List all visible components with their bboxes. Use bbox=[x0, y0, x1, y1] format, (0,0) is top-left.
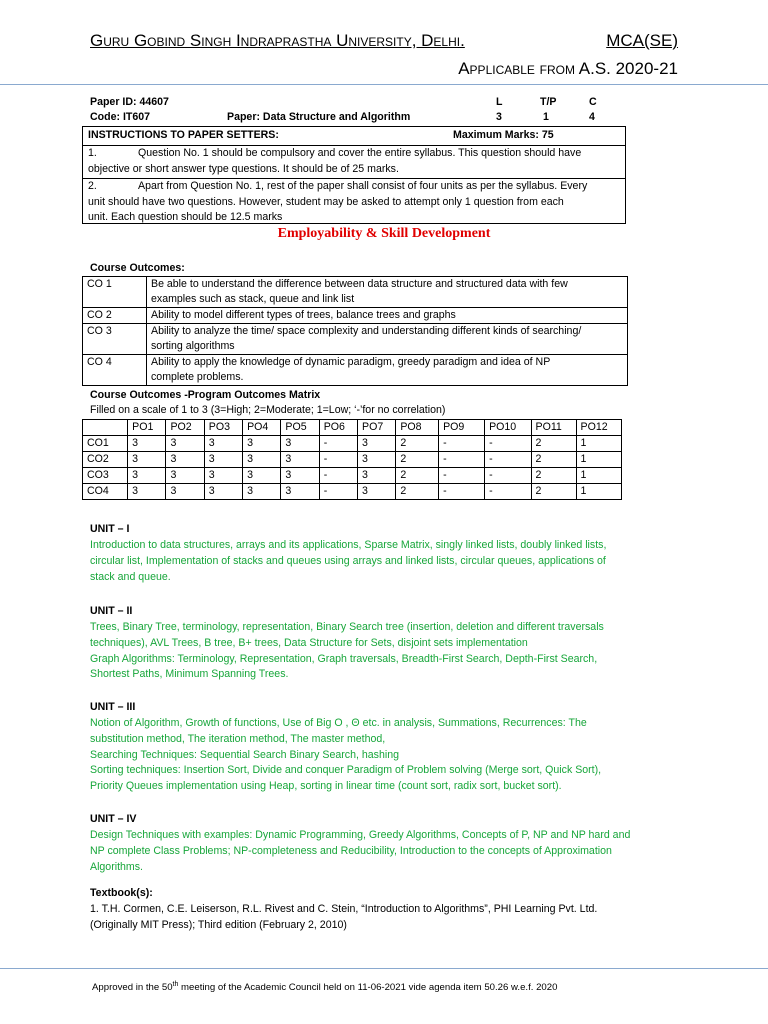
matrix-column-header: PO10 bbox=[485, 420, 531, 436]
matrix-column-header: PO5 bbox=[281, 420, 319, 436]
matrix-column-header: PO9 bbox=[439, 420, 485, 436]
matrix-cell: 2 bbox=[531, 484, 576, 500]
textbook-line-1: 1. T.H. Cormen, C.E. Leiserson, R.L. Rivest and C. Stein, “Introduction to Algorithms”, PHI Learning Pvt. Ltd. bbox=[90, 903, 598, 915]
matrix-scale-note: Filled on a scale of 1 to 3 (3=High; 2=Moderate; 1=Low; ‘-’for no correlation) bbox=[90, 404, 446, 416]
course-outcomes-table bbox=[82, 276, 628, 386]
co-line: Ability to apply the knowledge of dynamic paradigm, greedy paradigm and idea of NP bbox=[151, 356, 551, 368]
matrix-cell: - bbox=[485, 468, 531, 484]
matrix-cell: 3 bbox=[128, 484, 166, 500]
applicable-year: Applicable from A.S. 2020-21 bbox=[458, 59, 678, 78]
matrix-cell: 3 bbox=[243, 468, 281, 484]
po-matrix-table bbox=[82, 419, 622, 500]
co-description bbox=[147, 308, 628, 324]
textbooks-heading: Textbook(s): bbox=[90, 887, 153, 899]
matrix-cell: 3 bbox=[358, 452, 396, 468]
matrix-column-header bbox=[83, 420, 128, 436]
co-id: CO 2 bbox=[83, 308, 147, 324]
matrix-cell: 3 bbox=[128, 468, 166, 484]
co-id: CO 1 bbox=[83, 277, 147, 308]
instructions-header-row bbox=[83, 127, 625, 145]
unit-content-line: substitution method, The iteration method, The master method, bbox=[90, 732, 386, 745]
footer-sup: th bbox=[172, 981, 179, 988]
matrix-row-label: CO4 bbox=[83, 484, 128, 500]
paper-code: Code: IT607 bbox=[90, 111, 151, 123]
matrix-row-label: CO3 bbox=[83, 468, 128, 484]
unit-content-line: Sorting techniques: Insertion Sort, Divide and conquer Paradigm of Problem solving (Merge sort, Quick Sort), bbox=[90, 764, 602, 777]
matrix-cell: - bbox=[485, 452, 531, 468]
matrix-column-header: PO4 bbox=[243, 420, 281, 436]
program-title: MCA(SE) bbox=[606, 31, 678, 50]
matrix-row-label: CO2 bbox=[83, 452, 128, 468]
unit-title: UNIT – I bbox=[90, 523, 130, 535]
matrix-cell: - bbox=[439, 484, 485, 500]
matrix-cell: 3 bbox=[204, 468, 242, 484]
paper-id: Paper ID: 44607 bbox=[90, 96, 169, 108]
matrix-row bbox=[83, 436, 622, 452]
item2-line1: Apart from Question No. 1, rest of the paper shall consist of four units as per the syllabus. Every bbox=[138, 180, 588, 192]
co-description bbox=[147, 355, 628, 386]
matrix-column-header: PO2 bbox=[166, 420, 204, 436]
item2-number: 2. bbox=[88, 180, 97, 192]
matrix-column-header: PO7 bbox=[358, 420, 396, 436]
matrix-row bbox=[83, 452, 622, 468]
matrix-row bbox=[83, 484, 622, 500]
item2-line2: unit should have two questions. However, student may be asked to attempt only 1 question from each bbox=[88, 195, 564, 208]
matrix-cell: 3 bbox=[204, 452, 242, 468]
matrix-cell: 2 bbox=[531, 436, 576, 452]
footer-prefix: Approved in the 50 bbox=[92, 982, 173, 994]
unit-content-line: Graph Algorithms: Terminology, Representation, Graph traversals, Breadth-First Search, Depth-First Search, bbox=[90, 652, 598, 665]
matrix-cell: - bbox=[319, 436, 357, 452]
co-line: Ability to model different types of trees, balance trees and graphs bbox=[151, 309, 456, 321]
unit-content-line: Shortest Paths, Minimum Spanning Trees. bbox=[90, 668, 289, 681]
co-line: sorting algorithms bbox=[151, 339, 235, 352]
footer-rule bbox=[0, 968, 768, 969]
unit-content-line: Introduction to data structures, arrays and its applications, Sparse Matrix, singly linked lists, doubly linked lists, bbox=[90, 539, 607, 551]
matrix-cell: 3 bbox=[166, 468, 204, 484]
matrix-column-header: PO1 bbox=[128, 420, 166, 436]
matrix-cell: 3 bbox=[243, 436, 281, 452]
matrix-heading: Course Outcomes -Program Outcomes Matrix bbox=[90, 389, 321, 401]
unit-title: UNIT – II bbox=[90, 605, 133, 617]
co-description bbox=[147, 324, 628, 355]
unit-content-line: Algorithms. bbox=[90, 860, 143, 873]
matrix-cell: - bbox=[439, 436, 485, 452]
unit-title: UNIT – IV bbox=[90, 813, 137, 825]
co-id: CO 4 bbox=[83, 355, 147, 386]
matrix-cell: 2 bbox=[396, 452, 439, 468]
paper-title: Paper: Data Structure and Algorithm bbox=[227, 111, 411, 123]
item1-line2: objective or short answer type questions. It should be of 25 marks. bbox=[88, 162, 399, 175]
item1-number: 1. bbox=[88, 147, 97, 159]
matrix-cell: - bbox=[319, 452, 357, 468]
matrix-cell: 3 bbox=[281, 452, 319, 468]
matrix-cell: 2 bbox=[396, 484, 439, 500]
tp-value: 1 bbox=[543, 111, 549, 123]
co-id: CO 3 bbox=[83, 324, 147, 355]
matrix-row bbox=[83, 468, 622, 484]
matrix-cell: 3 bbox=[166, 484, 204, 500]
unit-content-line: techniques), AVL Trees, B tree, B+ trees, Data Structure for Sets, disjoint sets implementation bbox=[90, 636, 528, 649]
matrix-cell: 3 bbox=[358, 468, 396, 484]
course-outcomes-heading: Course Outcomes: bbox=[90, 262, 185, 274]
footer-suffix: meeting of the Academic Council held on 11-06-2021 vide agenda item 50.26 w.e.f. 2020 bbox=[178, 982, 558, 994]
matrix-cell: - bbox=[439, 452, 485, 468]
item1-line1: Question No. 1 should be compulsory and cover the entire syllabus. This question should have bbox=[138, 147, 582, 159]
l-label: L bbox=[496, 96, 503, 108]
university-title: Guru Gobind Singh Indraprastha University, Delhi. bbox=[90, 31, 465, 50]
matrix-cell: 1 bbox=[576, 484, 621, 500]
instructions-box bbox=[82, 126, 626, 224]
unit-content-line: Searching Techniques: Sequential Search Binary Search, hashing bbox=[90, 748, 399, 761]
unit-content-line: stack and queue. bbox=[90, 570, 171, 583]
unit-content-line: NP complete Class Problems; NP-completeness and Reducibility, Introduction to the concepts of Approximation bbox=[90, 844, 612, 857]
matrix-cell: 2 bbox=[531, 452, 576, 468]
matrix-cell: - bbox=[319, 484, 357, 500]
matrix-cell: 1 bbox=[576, 452, 621, 468]
co-row-1 bbox=[83, 277, 628, 308]
co-line: examples such as stack, queue and link list bbox=[151, 292, 355, 305]
item2-line3: unit. Each question should be 12.5 marks bbox=[88, 211, 283, 223]
matrix-cell: 1 bbox=[576, 436, 621, 452]
matrix-cell: 2 bbox=[531, 468, 576, 484]
matrix-column-header: PO3 bbox=[204, 420, 242, 436]
unit-content-line: circular list, Implementation of stacks and queues using arrays and linked lists, circular queues, applications of bbox=[90, 554, 606, 567]
instructions-heading: INSTRUCTIONS TO PAPER SETTERS: bbox=[88, 129, 279, 141]
co-description bbox=[147, 277, 628, 308]
matrix-cell: 3 bbox=[281, 468, 319, 484]
c-label: C bbox=[589, 96, 597, 108]
co-row-3 bbox=[83, 324, 628, 355]
co-row-4 bbox=[83, 355, 628, 386]
tp-label: T/P bbox=[540, 96, 557, 108]
matrix-row-label: CO1 bbox=[83, 436, 128, 452]
matrix-cell: 3 bbox=[358, 484, 396, 500]
matrix-cell: 3 bbox=[358, 436, 396, 452]
co-line: Be able to understand the difference between data structure and structured data with few bbox=[151, 278, 568, 290]
instruction-item-1 bbox=[83, 145, 625, 177]
matrix-column-header: PO8 bbox=[396, 420, 439, 436]
matrix-cell: 2 bbox=[396, 436, 439, 452]
co-line: complete problems. bbox=[151, 370, 244, 383]
matrix-cell: 3 bbox=[128, 436, 166, 452]
unit-content-line: Design Techniques with examples: Dynamic Programming, Greedy Algorithms, Concepts of P, NP and NP hard and bbox=[90, 829, 631, 841]
instruction-item-2 bbox=[83, 178, 625, 224]
matrix-cell: 3 bbox=[128, 452, 166, 468]
c-value: 4 bbox=[589, 111, 595, 123]
co-row-2 bbox=[83, 308, 628, 324]
matrix-cell: 3 bbox=[166, 436, 204, 452]
matrix-cell: 3 bbox=[204, 436, 242, 452]
matrix-cell: 1 bbox=[576, 468, 621, 484]
header-rule bbox=[0, 84, 768, 85]
matrix-cell: 2 bbox=[396, 468, 439, 484]
matrix-column-header: PO11 bbox=[531, 420, 576, 436]
employability-heading: Employability & Skill Development bbox=[277, 226, 491, 241]
co-line: Ability to analyze the time/ space complexity and understanding different kinds of searching/ bbox=[151, 325, 582, 337]
matrix-cell: 3 bbox=[281, 436, 319, 452]
matrix-cell: 3 bbox=[243, 484, 281, 500]
textbook-line-2: (Originally MIT Press); Third edition (February 2, 2010) bbox=[90, 919, 347, 931]
matrix-cell: - bbox=[485, 484, 531, 500]
matrix-cell: 3 bbox=[243, 452, 281, 468]
unit-content-line: Notion of Algorithm, Growth of functions, Use of Big O , Θ etc. in analysis, Summations, Recurrences: The bbox=[90, 717, 587, 729]
matrix-cell: 3 bbox=[204, 484, 242, 500]
matrix-header-row bbox=[83, 420, 622, 436]
matrix-cell: 3 bbox=[281, 484, 319, 500]
unit-content-line: Trees, Binary Tree, terminology, representation, Binary Search tree (insertion, deletion and different traversals bbox=[90, 621, 604, 633]
matrix-column-header: PO6 bbox=[319, 420, 357, 436]
l-value: 3 bbox=[496, 111, 502, 123]
footer-note bbox=[92, 978, 557, 995]
matrix-cell: - bbox=[485, 436, 531, 452]
matrix-cell: - bbox=[439, 468, 485, 484]
matrix-column-header: PO12 bbox=[576, 420, 621, 436]
unit-title: UNIT – III bbox=[90, 701, 136, 713]
matrix-cell: 3 bbox=[166, 452, 204, 468]
matrix-cell: - bbox=[319, 468, 357, 484]
max-marks: Maximum Marks: 75 bbox=[453, 129, 554, 141]
unit-content-line: Priority Queues implementation using Heap, sorting in linear time (count sort, radix sort, bucket sort). bbox=[90, 780, 562, 793]
